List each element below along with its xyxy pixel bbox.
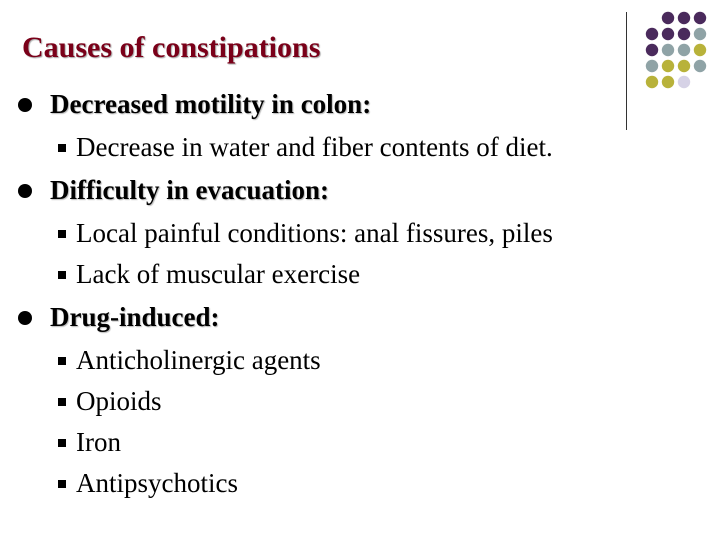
sub-bullet-item bbox=[18, 381, 708, 422]
decorative-dot bbox=[646, 28, 658, 40]
sub-bullet-label: Lack of muscular exercise bbox=[76, 259, 361, 289]
decorative-dot bbox=[694, 60, 706, 72]
bullet-label: Decreased motility in colon: bbox=[50, 89, 372, 119]
bullet-label: Difficulty in evacuation: bbox=[50, 175, 329, 205]
decorative-dot bbox=[662, 12, 674, 24]
decorative-dot bbox=[678, 12, 690, 24]
square-bullet-icon bbox=[58, 480, 66, 488]
decorative-dot bbox=[694, 12, 706, 24]
bullet-item bbox=[18, 168, 708, 213]
sub-bullet-label: Opioids bbox=[76, 386, 162, 416]
round-bullet-icon bbox=[18, 184, 32, 198]
decorative-dot bbox=[678, 28, 690, 40]
sub-bullet-label: Decrease in water and fiber contents of diet. bbox=[76, 132, 553, 162]
square-bullet-icon bbox=[58, 271, 66, 279]
slide-title: Causes of constipations bbox=[22, 31, 321, 64]
square-bullet-icon bbox=[58, 398, 66, 406]
bullet-item bbox=[18, 295, 708, 340]
decorative-dot bbox=[662, 44, 674, 56]
bullet-item bbox=[18, 82, 708, 127]
sub-bullet-label: Local painful conditions: anal fissures, piles bbox=[76, 218, 553, 248]
sub-bullet-label: Antipsychotics bbox=[76, 468, 238, 498]
square-bullet-icon bbox=[58, 144, 66, 152]
sub-bullet-label: Anticholinergic agents bbox=[76, 345, 321, 375]
round-bullet-icon bbox=[18, 98, 32, 112]
decorative-dot bbox=[678, 44, 690, 56]
round-bullet-icon bbox=[18, 311, 32, 325]
decorative-dot bbox=[678, 60, 690, 72]
square-bullet-icon bbox=[58, 439, 66, 447]
bullet-label: Drug-induced: bbox=[50, 302, 220, 332]
sub-bullet-item bbox=[18, 422, 708, 463]
bullet-list bbox=[18, 82, 708, 504]
sub-bullet-item bbox=[18, 213, 708, 254]
decorative-dot bbox=[646, 60, 658, 72]
sub-bullet-item bbox=[18, 127, 708, 168]
sub-bullet-item bbox=[18, 463, 708, 504]
square-bullet-icon bbox=[58, 357, 66, 365]
decorative-dot bbox=[662, 60, 674, 72]
decorative-dot bbox=[646, 44, 658, 56]
sub-bullet-item bbox=[18, 254, 708, 295]
decorative-dot bbox=[662, 28, 674, 40]
square-bullet-icon bbox=[58, 230, 66, 238]
sub-bullet-item bbox=[18, 340, 708, 381]
decorative-dot bbox=[694, 28, 706, 40]
sub-bullet-label: Iron bbox=[76, 427, 121, 457]
decorative-dot bbox=[694, 44, 706, 56]
